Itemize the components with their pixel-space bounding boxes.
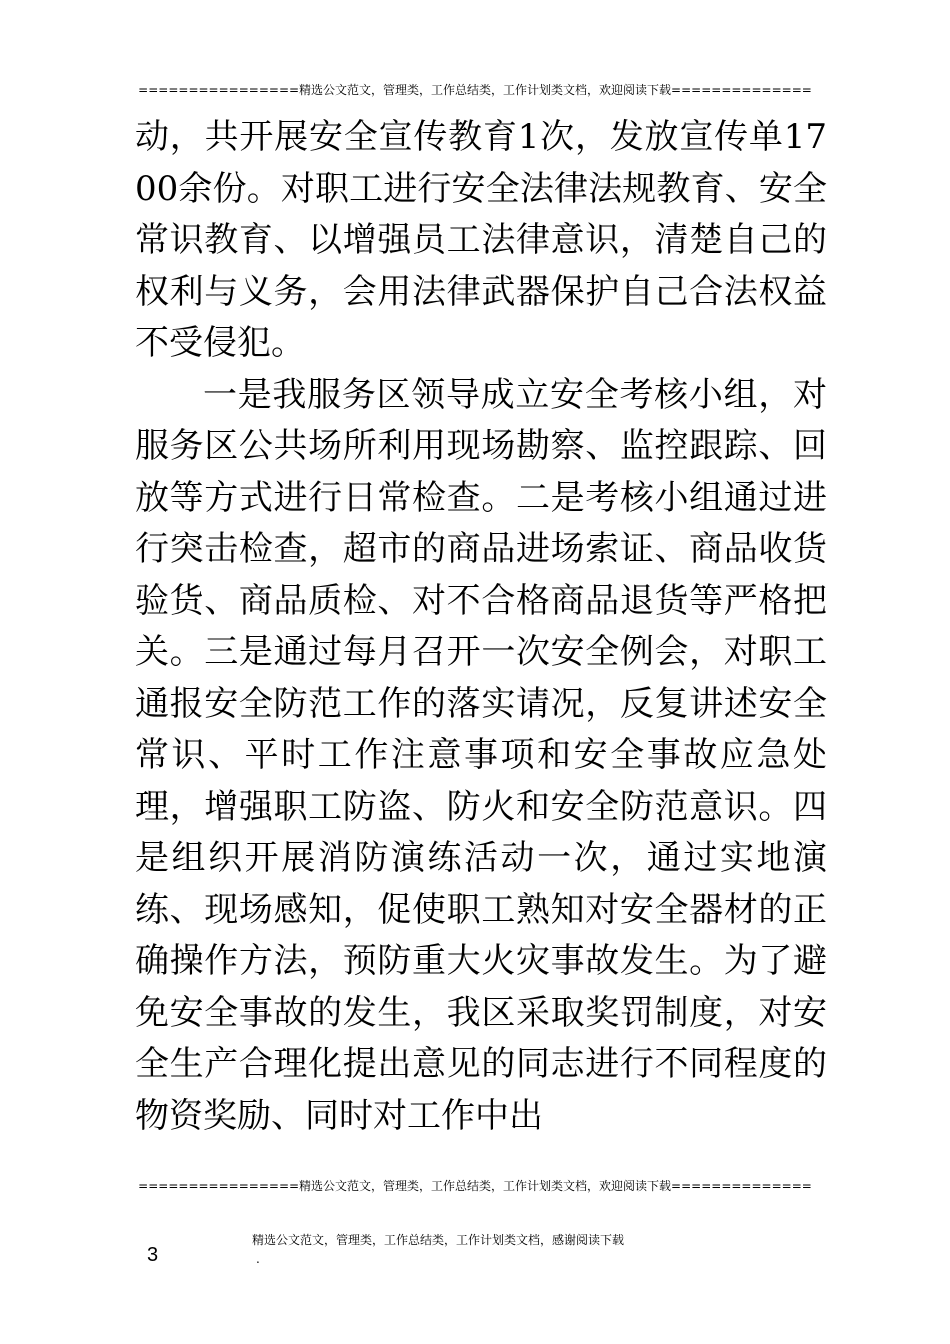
- footer-note: 精选公文范文，管理类，工作总结类，工作计划类文档，感谢阅读下载: [252, 1233, 625, 1247]
- header-banner: ================精选公文范文，管理类，工作总结类，工作计划类文档，欢迎阅读下载==============: [138, 83, 812, 97]
- document-body: [135, 112, 827, 1142]
- page-number: 3: [147, 1244, 159, 1266]
- paragraph: 一是我服务区领导成立安全考核小组，对服务区公共场所利用现场勘察、监控跟踪、回放等方式进行日常检查。二是考核小组通过进行突击检查，超市的商品进场索证、商品收货验货、商品质检、对不合格商品退货等严格把关。三是通过每月召开一次安全例会，对职工通报安全防范工作的落实请况，反复讲述安全常识、平时工作注意事项和安全事故应急处理，增强职工防盗、防火和安全防范意识。四是组织开展消防演练活动一次，通过实地演练、现场感知，促使职工熟知对安全器材的正确操作方法，预防重大火灾事故发生。为了避免安全事故的发生，我区采取奖罚制度，对安全生产合理化提出意见的同志进行不同程度的物资奖励、同时对工作中出: [135, 374, 827, 1136]
- paragraph: 动，共开展安全宣传教育1次，发放宣传单1700余份。对职工进行安全法律法规教育、安全常识教育、以增强员工法律意识，清楚自己的权利与义务，会用法律武器保护自己合法权益不受侵犯。: [135, 117, 827, 363]
- footer-dot: .: [256, 1252, 260, 1266]
- footer-banner: ================精选公文范文，管理类，工作总结类，工作计划类文档，欢迎阅读下载==============: [138, 1179, 812, 1193]
